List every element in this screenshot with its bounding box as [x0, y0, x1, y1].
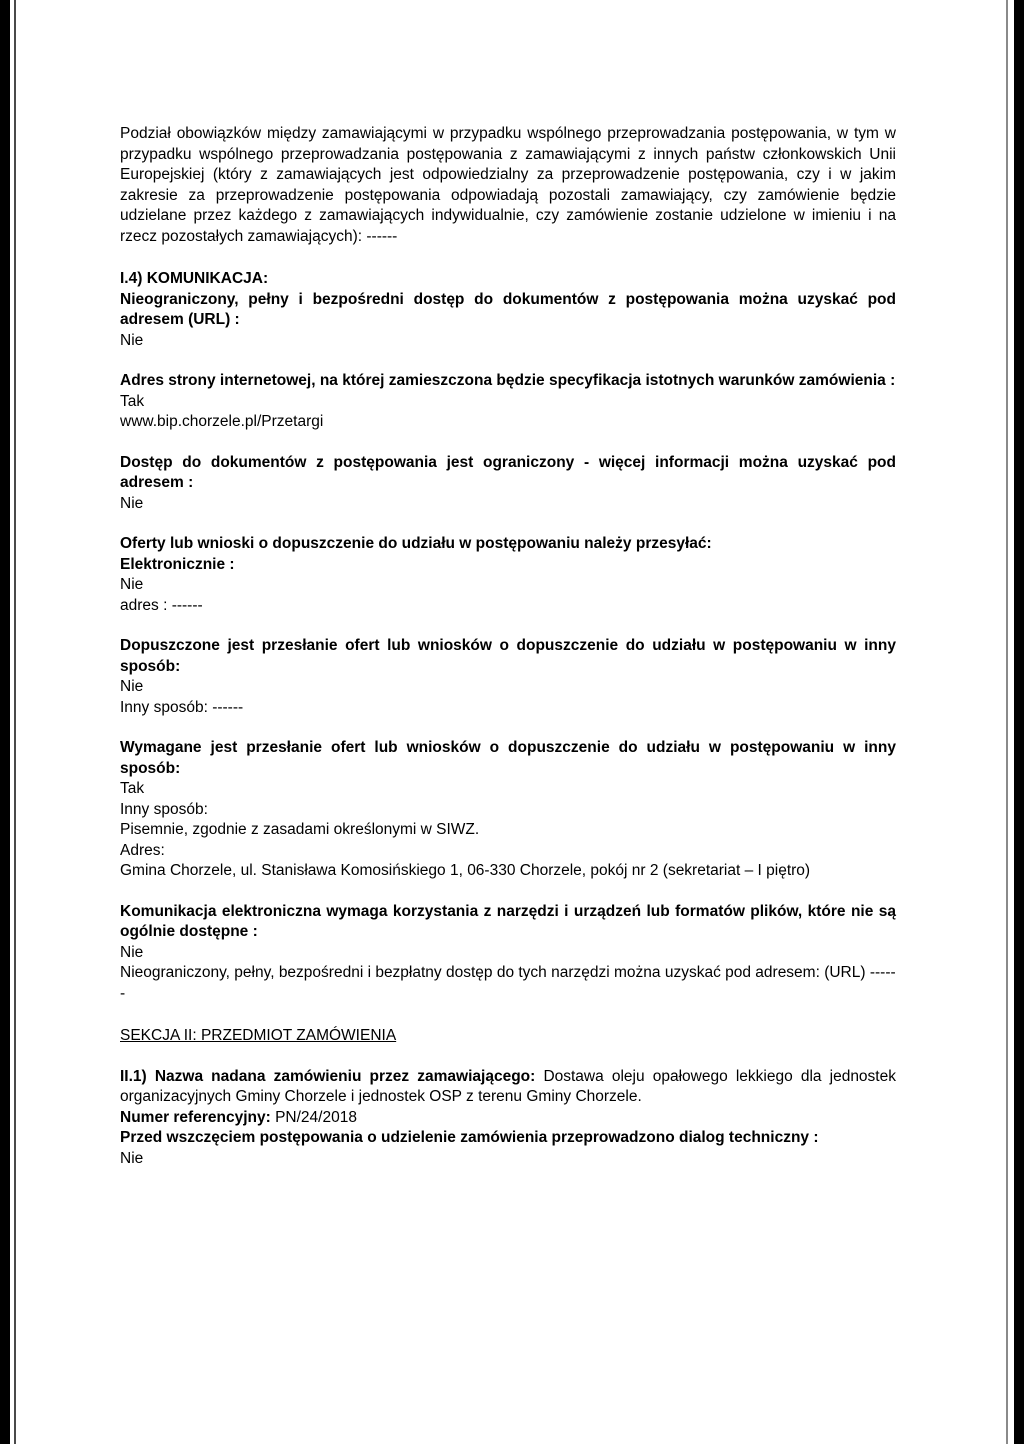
dialog-label: Przed wszczęciem postępowania o udzielenie zamówienia przeprowadzono dialog techniczny :: [120, 1129, 819, 1146]
required-other-way-label: Inny sposób:: [120, 800, 208, 818]
address-label: Adres:: [120, 841, 165, 859]
scan-edge-line-left: [14, 0, 16, 1444]
electronic-value: Nie: [120, 576, 144, 593]
reference-value: PN/24/2018: [275, 1108, 357, 1126]
restricted-value: Nie: [120, 494, 144, 512]
komunikacja-heading: I.4) KOMUNIKACJA:: [120, 270, 269, 287]
intro-paragraph: Podział obowiązków między zamawiającymi w przypadku wspólnego przeprowadzania postępowania, w tym w przypadku wspólnego przeprowadzania postępowania z zamawiającymi z innych państw członkowskich Unii Europejskiej (który z zamawiających jest odpowiedzialny za przeprowadzenie postępowania, czy i w jakim zakresie za przeprowadzenie postępowania odpowiadają pozostali zamawiający, czy zamówienie będzie udzielane przez każdego z zamawiających indywidualnie, czy zamówienie zostanie udzielone w imieniu i na rzecz pozostałych zamawiających): ------: [120, 125, 896, 245]
komunikacja-section: [120, 269, 896, 1004]
section-2: [120, 1026, 896, 1169]
allowed-other-value: Nie: [120, 678, 144, 695]
electronic-address: adres : ------: [120, 596, 203, 614]
reference-label: Numer referencyjny:: [120, 1108, 271, 1126]
offers-label: Oferty lub wnioski o dopuszczenie do udziału w postępowaniu należy przesyłać:: [120, 535, 712, 552]
website-value: Tak: [120, 392, 145, 410]
order-name-value: Dostawa oleju opałowego lekkiego dla jednostek organizacyjnych Gminy Chorzele i jednostek OSP z terenu Gminy Chorzele.: [120, 1067, 896, 1105]
tools-access: Nieograniczony, pełny, bezpośredni i bezpłatny dostęp do tych narzędzi można uzyskać pod adresem: (URL) ------: [120, 964, 896, 1002]
tools-label: Komunikacja elektroniczna wymaga korzystania z narzędzi i urządzeń lub formatów plików, które nie są ogólnie dostępne :: [120, 902, 896, 940]
access-unlimited-value: Nie: [120, 331, 144, 349]
website-url: www.bip.chorzele.pl/Przetargi: [120, 413, 324, 430]
restricted-label: Dostęp do dokumentów z postępowania jest ograniczony - więcej informacji można uzyskać pod adresem :: [120, 453, 896, 491]
tools-value: Nie: [120, 943, 144, 961]
address-value: Gmina Chorzele, ul. Stanisława Komosińskiego 1, 06-330 Chorzele, pokój nr 2 (sekretariat – I piętro): [120, 862, 811, 879]
scan-edge-line-right: [1006, 0, 1008, 1444]
required-other-way-value: Pisemnie, zgodnie z zasadami określonymi w SIWZ.: [120, 821, 480, 838]
order-name-label: II.1) Nazwa nadana zamówieniu przez zamawiającego:: [120, 1067, 536, 1085]
dialog-value: Nie: [120, 1149, 144, 1167]
website-label: Adres strony internetowej, na której zamieszczona będzie specyfikacja istotnych warunków zamówienia :: [120, 372, 896, 389]
required-other-value: Tak: [120, 780, 145, 797]
reference-paragraph: [120, 1108, 896, 1129]
scan-edge-left: [0, 0, 10, 1444]
allowed-other-way: Inny sposób: ------: [120, 698, 244, 716]
allowed-other-label: Dopuszczone jest przesłanie ofert lub wniosków o dopuszczenie do udziału w postępowaniu w inny sposób:: [120, 637, 896, 675]
access-unlimited-label: Nieograniczony, pełny i bezpośredni dostęp do dokumentów z postępowania można uzyskać pod adresem (URL) :: [120, 290, 896, 328]
required-other-label: Wymagane jest przesłanie ofert lub wniosków o dopuszczenie do udziału w postępowaniu w inny sposób:: [120, 739, 896, 777]
section-2-heading: SEKCJA II: PRZEDMIOT ZAMÓWIENIA: [120, 1027, 397, 1044]
document-page: [120, 124, 896, 1169]
scan-edge-right: [1014, 0, 1024, 1444]
electronic-label: Elektronicznie :: [120, 555, 235, 573]
order-name-paragraph: [120, 1067, 896, 1108]
